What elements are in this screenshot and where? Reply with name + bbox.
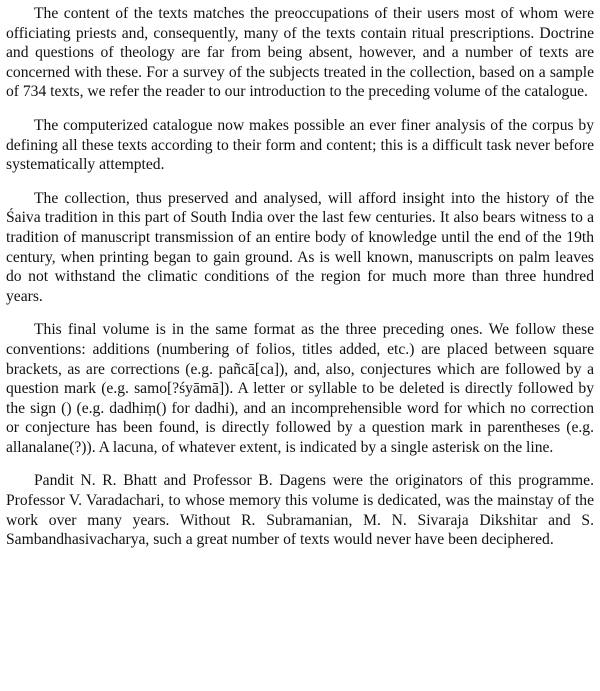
paragraph-acknowledgements: Pandit N. R. Bhatt and Professor B. Dagens were the originators of this programme. Professor V. Varadachari, to whose memory this volume is dedicated, was the mainstay of the work over many years. Without R. Subramanian, M. N. Sivaraja Dikshitar and S. Sambandhasivacharya, such a great number of texts would never have been deciphered. xyxy=(6,472,594,549)
paragraph-collection-insight: The collection, thus preserved and analysed, will afford insight into the history of the Śaiva tradition in this part of South India over the last few centuries. It also bears witness to a tradition of manuscript transmission of an entire body of knowledge until the end of the 19th century, when printing began to gain ground. As is well known, manuscripts on palm leaves do not withstand the climatic conditions of the region for much more than three hundred years. xyxy=(6,189,594,305)
paragraph-format-conventions: This final volume is in the same format as the three preceding ones. We follow these conventions: additions (numbering of folios, titles added, etc.) are placed between square brackets, as are corrections (e.g. pañcā[ca]), and, also, conjectures which are followed by a question mark (e.g. samo[?śyāmā]). A letter or syllable to be deleted is directly followed by the sign () (e.g. dadhiṃ() for dadhi), and an incomprehensible word for which no correction or conjecture has been found, is directly followed by a question mark in parentheses (e.g. allanalane(?)). A lacuna, of whatever extent, is indicated by a single asterisk on the line. xyxy=(6,321,594,456)
paragraph-content-of-texts: The content of the texts matches the preoccupations of their users most of whom were officiating priests and, consequently, many of the texts contain ritual prescriptions. Doctrine and questions of theology are far from being absent, however, and a number of texts are concerned with these. For a survey of the subjects treated in the collection, based on a sample of 734 texts, we refer the reader to our introduction to the preceding volume of the catalogue. xyxy=(6,5,594,101)
paragraph-computerized-catalogue: The computerized catalogue now makes possible an ever finer analysis of the corpus by defining all these texts according to their form and content; this is a difficult task never before systematically attempted. xyxy=(6,116,594,174)
